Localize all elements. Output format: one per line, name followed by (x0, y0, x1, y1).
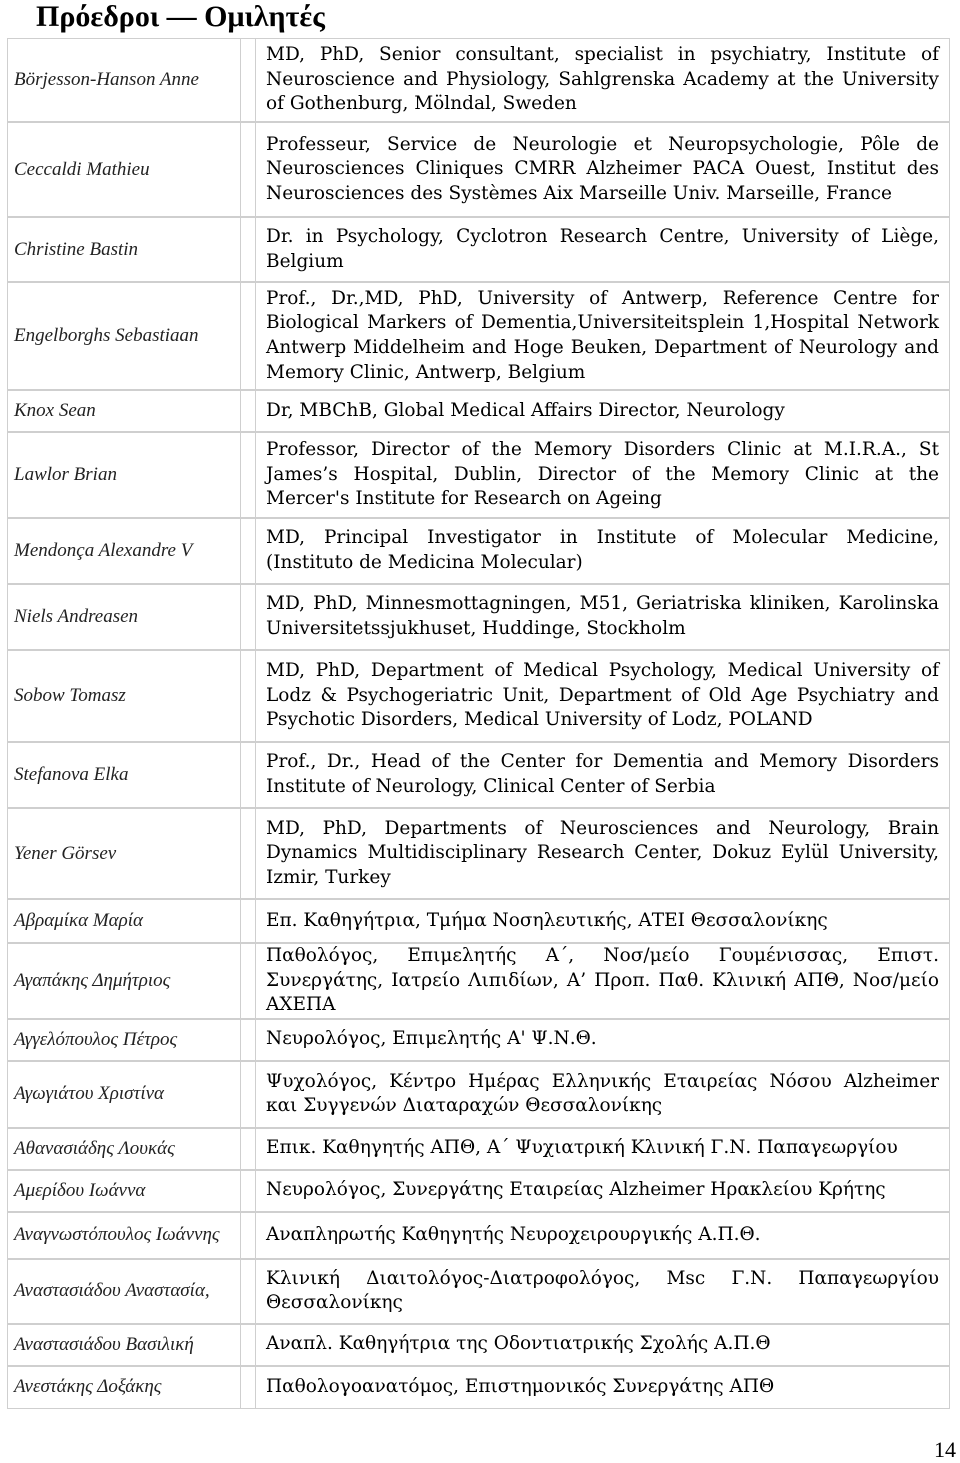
speaker-name: Christine Bastin (7, 217, 240, 282)
speaker-name: Αγαπάκης Δημήτριος (7, 943, 240, 1019)
column-gap (240, 1324, 255, 1366)
table-row (7, 1128, 950, 1170)
speaker-affiliation: Κλινική Διαιτολόγος-Διατροφολόγος, Msc Γ.Ν. Παπαγεωργίου Θεσσαλονίκης (255, 1259, 950, 1324)
column-gap (240, 1366, 255, 1409)
column-gap (240, 808, 255, 899)
column-gap (240, 282, 255, 390)
column-gap (240, 38, 255, 122)
speaker-name: Ceccaldi Mathieu (7, 122, 240, 217)
speaker-name: Ανεστάκης Δοξάκης (7, 1366, 240, 1409)
column-gap (240, 432, 255, 518)
table-row (7, 1170, 950, 1212)
table-row (7, 899, 950, 943)
column-gap (240, 217, 255, 282)
speaker-name: Αναστασιάδου Βασιλική (7, 1324, 240, 1366)
table-row (7, 432, 950, 518)
speaker-name: Mendonça Alexandre V (7, 518, 240, 584)
speaker-affiliation: MD, PhD, Departments of Neurosciences and Neurology, Brain Dynamics Multidisciplinary Research Center, Dokuz Eylül University, Izmir, Turkey (255, 808, 950, 899)
speaker-name: Knox Sean (7, 390, 240, 432)
table-row (7, 650, 950, 742)
column-gap (240, 943, 255, 1019)
speaker-affiliation: Dr. in Psychology, Cyclotron Research Centre, University of Liège, Belgium (255, 217, 950, 282)
column-gap (240, 1259, 255, 1324)
table-row (7, 390, 950, 432)
speaker-affiliation: Αναπλ. Καθηγήτρια της Οδοντιατρικής Σχολής Α.Π.Θ (255, 1324, 950, 1366)
speaker-affiliation: Παθολόγος, Επιμελητής Α΄, Νοσ/μείο Γουμένισσας, Επιστ. Συνεργάτης, Ιατρείο Λιπιδίων, Α’ Προπ. Παθ. Κλινική ΑΠΘ, Νοσ/μείο ΑΧΕΠΑ (255, 943, 950, 1019)
column-gap (240, 518, 255, 584)
speaker-affiliation: Νευρολόγος, Επιμελητής Α' Ψ.Ν.Θ. (255, 1019, 950, 1061)
speaker-affiliation: Επικ. Καθηγητής ΑΠΘ, Α΄ Ψυχιατρική Κλινική Γ.Ν. Παπαγεωργίου (255, 1128, 950, 1170)
speakers-table (7, 38, 950, 1409)
table-row (7, 808, 950, 899)
table-row (7, 742, 950, 808)
speaker-affiliation: Prof., Dr.,MD, PhD, University of Antwerp, Reference Centre for Biological Markers of Dementia,Universiteitsplein 1,Hospital Network Antwerp Middelheim and Hoge Beuken, Department of Neurology and Memory Clinic, Antwerp, Belgium (255, 282, 950, 390)
speaker-name: Lawlor Brian (7, 432, 240, 518)
speaker-name: Αγγελόπουλος Πέτρος (7, 1019, 240, 1061)
speaker-affiliation: Νευρολόγος, Συνεργάτης Εταιρείας Alzheimer Ηρακλείου Κρήτης (255, 1170, 950, 1212)
speaker-name: Yener Görsev (7, 808, 240, 899)
column-gap (240, 1061, 255, 1128)
speaker-affiliation: Παθολογοανατόμος, Επιστημονικός Συνεργάτης ΑΠΘ (255, 1366, 950, 1409)
speaker-affiliation: Αναπληρωτής Καθηγητής Νευροχειρουργικής Α.Π.Θ. (255, 1212, 950, 1259)
table-row (7, 1061, 950, 1128)
column-gap (240, 122, 255, 217)
speaker-name: Börjesson-Hanson Anne (7, 38, 240, 122)
speaker-name: Αναστασιάδου Αναστασία, (7, 1259, 240, 1324)
speaker-affiliation: Επ. Καθηγήτρια, Τμήμα Νοσηλευτικής, ΑΤΕΙ Θεσσαλονίκης (255, 899, 950, 943)
table-row (7, 217, 950, 282)
speaker-affiliation: MD, PhD, Department of Medical Psychology, Medical University of Lodz & Psychogeriatric Unit, Department of Old Age Psychiatry and Psychotic Disorders, Medical University of Lodz, POLAND (255, 650, 950, 742)
table-row (7, 1212, 950, 1259)
table-row (7, 943, 950, 1019)
table-row (7, 1259, 950, 1324)
table-row (7, 584, 950, 650)
speaker-affiliation: Professor, Director of the Memory Disorders Clinic at M.I.R.A., St James’s Hospital, Dublin, Director of the Memory Clinic at the Mercer's Institute for Research on Ageing (255, 432, 950, 518)
speaker-affiliation: Professeur, Service de Neurologie et Neuropsychologie, Pôle de Neurosciences Cliniques CMRR Alzheimer PACA Ouest, Institut des Neurosciences des Systèmes Aix Marseille Univ. Marseille, France (255, 122, 950, 217)
table-row (7, 122, 950, 217)
column-gap (240, 584, 255, 650)
column-gap (240, 899, 255, 943)
speaker-name: Engelborghs Sebastiaan (7, 282, 240, 390)
speaker-name: Αθανασιάδης Λουκάς (7, 1128, 240, 1170)
column-gap (240, 1212, 255, 1259)
speaker-name: Niels Andreasen (7, 584, 240, 650)
speaker-name: Αβραμίκα Μαρία (7, 899, 240, 943)
column-gap (240, 1170, 255, 1212)
table-row (7, 1366, 950, 1409)
speaker-name: Sobow Tomasz (7, 650, 240, 742)
speaker-name: Αγωγιάτου Χριστίνα (7, 1061, 240, 1128)
speaker-affiliation: Ψυχολόγος, Κέντρο Ημέρας Ελληνικής Εταιρείας Νόσου Alzheimer και Συγγενών Διαταραχών Θεσσαλονίκης (255, 1061, 950, 1128)
table-row (7, 1324, 950, 1366)
table-row (7, 518, 950, 584)
table-row (7, 282, 950, 390)
speaker-affiliation: MD, PhD, Minnesmottagningen, M51, Geriatriska kliniken, Karolinska Universitetssjukhuset, Huddinge, Stockholm (255, 584, 950, 650)
table-row (7, 38, 950, 122)
page-title: Πρόεδροι — Ομιλητές (36, 0, 325, 33)
column-gap (240, 1128, 255, 1170)
column-gap (240, 742, 255, 808)
page-number: 14 (934, 1437, 956, 1462)
table-row (7, 1019, 950, 1061)
speaker-affiliation: Dr, MBChB, Global Medical Affairs Director, Neurology (255, 390, 950, 432)
column-gap (240, 390, 255, 432)
column-gap (240, 1019, 255, 1061)
speaker-affiliation: MD, Principal Investigator in Institute of Molecular Medicine, (Instituto de Medicina Molecular) (255, 518, 950, 584)
speaker-affiliation: MD, PhD, Senior consultant, specialist in psychiatry, Institute of Neuroscience and Physiology, Sahlgrenska Academy at the University of Gothenburg, Mölndal, Sweden (255, 38, 950, 122)
speaker-name: Αναγνωστόπουλος Ιωάννης (7, 1212, 240, 1259)
speaker-name: Stefanova Elka (7, 742, 240, 808)
speaker-affiliation: Prof., Dr., Head of the Center for Dementia and Memory Disorders Institute of Neurology, Clinical Center of Serbia (255, 742, 950, 808)
speaker-name: Αμερίδου Ιωάννα (7, 1170, 240, 1212)
column-gap (240, 650, 255, 742)
